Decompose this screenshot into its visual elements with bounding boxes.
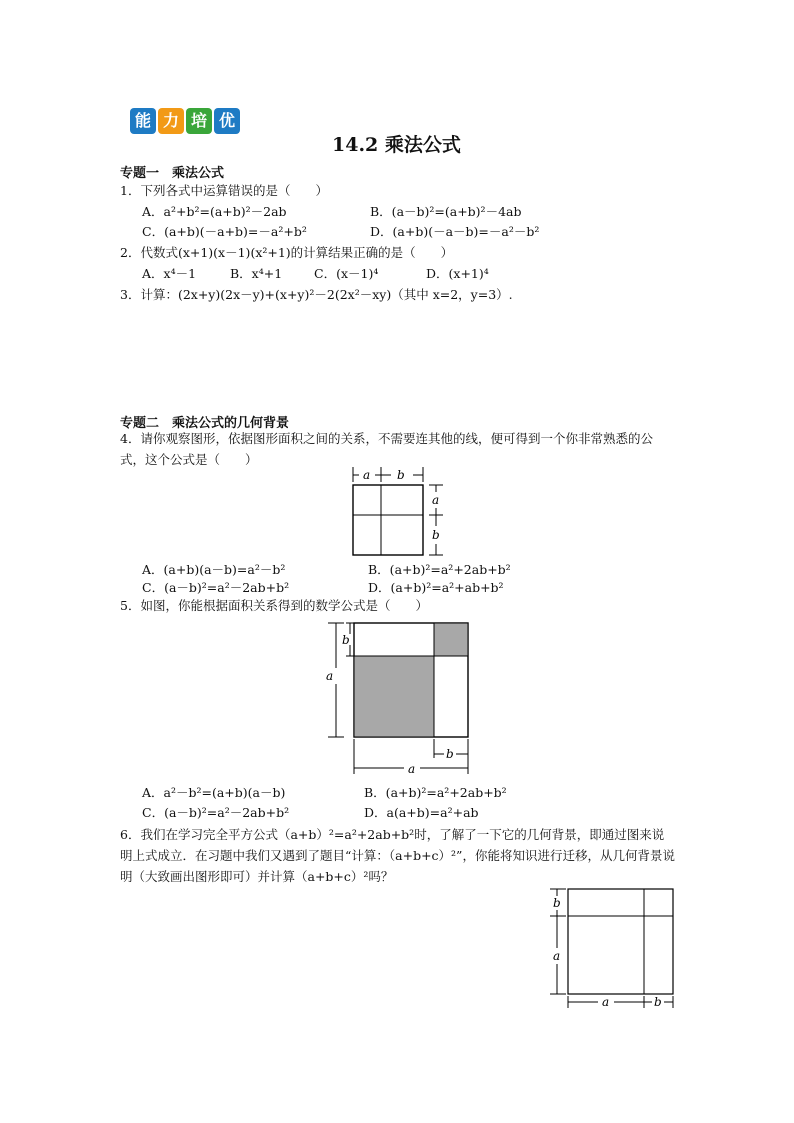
figure-2 xyxy=(320,618,475,776)
fig2-label-b-bottom: b xyxy=(446,747,454,761)
q2-option-d: D．(x+1)⁴ xyxy=(426,266,489,281)
logo-char-3: 培 xyxy=(186,108,212,134)
q5-option-a: A．a²－b²=(a+b)(a－b) xyxy=(142,785,286,800)
q1-option-c: C．(a+b)(－a+b)=－a²+b² xyxy=(142,224,307,239)
fig3-label-a-left: a xyxy=(553,949,561,963)
q5-option-b: B．(a+b)²=a²+2ab+b² xyxy=(364,785,507,800)
fig1-label-b-side: b xyxy=(432,528,440,542)
q5-option-c: C．(a－b)²=a²－2ab+b² xyxy=(142,805,290,820)
q4-option-b: B．(a+b)²=a²+2ab+b² xyxy=(368,562,511,577)
logo-char-4: 优 xyxy=(214,108,240,134)
q2-option-c: C．(x－1)⁴ xyxy=(314,266,379,281)
q4-stem: 4．请你观察图形，依据图形面积之间的关系，不需要连其他的线，便可得到一个你非常熟悉的公式，这个公式是（ ） xyxy=(120,431,653,467)
fig3-label-b-bottom: b xyxy=(654,995,662,1009)
page-title: 14.2 乘法公式 xyxy=(332,134,461,156)
q4-option-c: C．(a－b)²=a²－2ab+b² xyxy=(142,580,290,595)
q6-stem: 6．我们在学习完全平方公式（a+b）²=a²+2ab+b²时，了解了一下它的几何背景，即通过图来说明上式成立．在习题中我们又遇到了题目“计算：（a+b+c）²”，你能将知识进行迁移，从几何背景说明（大致画出图形即可）并计算（a+b+c）²吗？ xyxy=(120,827,675,884)
fig2-label-a-bottom: a xyxy=(408,762,416,776)
q1-stem: 1．下列各式中运算错误的是（ ） xyxy=(120,183,328,198)
figure-1 xyxy=(345,464,455,560)
fig1-label-b-top: b xyxy=(397,468,405,482)
fig3-label-a-bottom: a xyxy=(602,995,610,1009)
logo xyxy=(130,108,240,134)
q4-option-a: A．(a+b)(a－b)=a²－b² xyxy=(142,562,286,577)
q4-option-d: D．(a+b)²=a²+ab+b² xyxy=(368,580,504,595)
fig2-label-b-left: b xyxy=(342,633,350,647)
q1-option-b: B．(a－b)²=(a+b)²－4ab xyxy=(370,204,522,219)
fig1-label-a-side: a xyxy=(432,493,440,507)
q1-option-a: A．a²+b²=(a+b)²－2ab xyxy=(142,204,287,219)
logo-char-1: 能 xyxy=(130,108,156,134)
q2-option-a: A．x⁴－1 xyxy=(142,266,197,281)
q3-stem: 3．计算：(2x+y)(2x－y)+(x+y)²－2(2x²－xy)（其中 x=2，y=3）. xyxy=(120,287,513,302)
fig1-label-a-top: a xyxy=(363,468,371,482)
q2-option-b: B．x⁴+1 xyxy=(230,266,283,281)
fig3-label-b-left: b xyxy=(553,896,561,910)
q1-option-d: D．(a+b)(－a－b)=－a²－b² xyxy=(370,224,540,239)
fig2-label-a-left: a xyxy=(326,669,334,683)
topic-2-heading: 专题二 乘法公式的几何背景 xyxy=(120,416,290,431)
figure-3 xyxy=(544,884,678,1010)
topic-1-heading: 专题一 乘法公式 xyxy=(120,166,225,181)
q5-option-d: D．a(a+b)=a²+ab xyxy=(364,805,479,820)
logo-char-2: 力 xyxy=(158,108,184,134)
q2-stem: 2．代数式(x+1)(x－1)(x²+1)的计算结果正确的是（ ） xyxy=(120,245,454,260)
q5-stem: 5．如图，你能根据面积关系得到的数学公式是（ ） xyxy=(120,598,428,613)
